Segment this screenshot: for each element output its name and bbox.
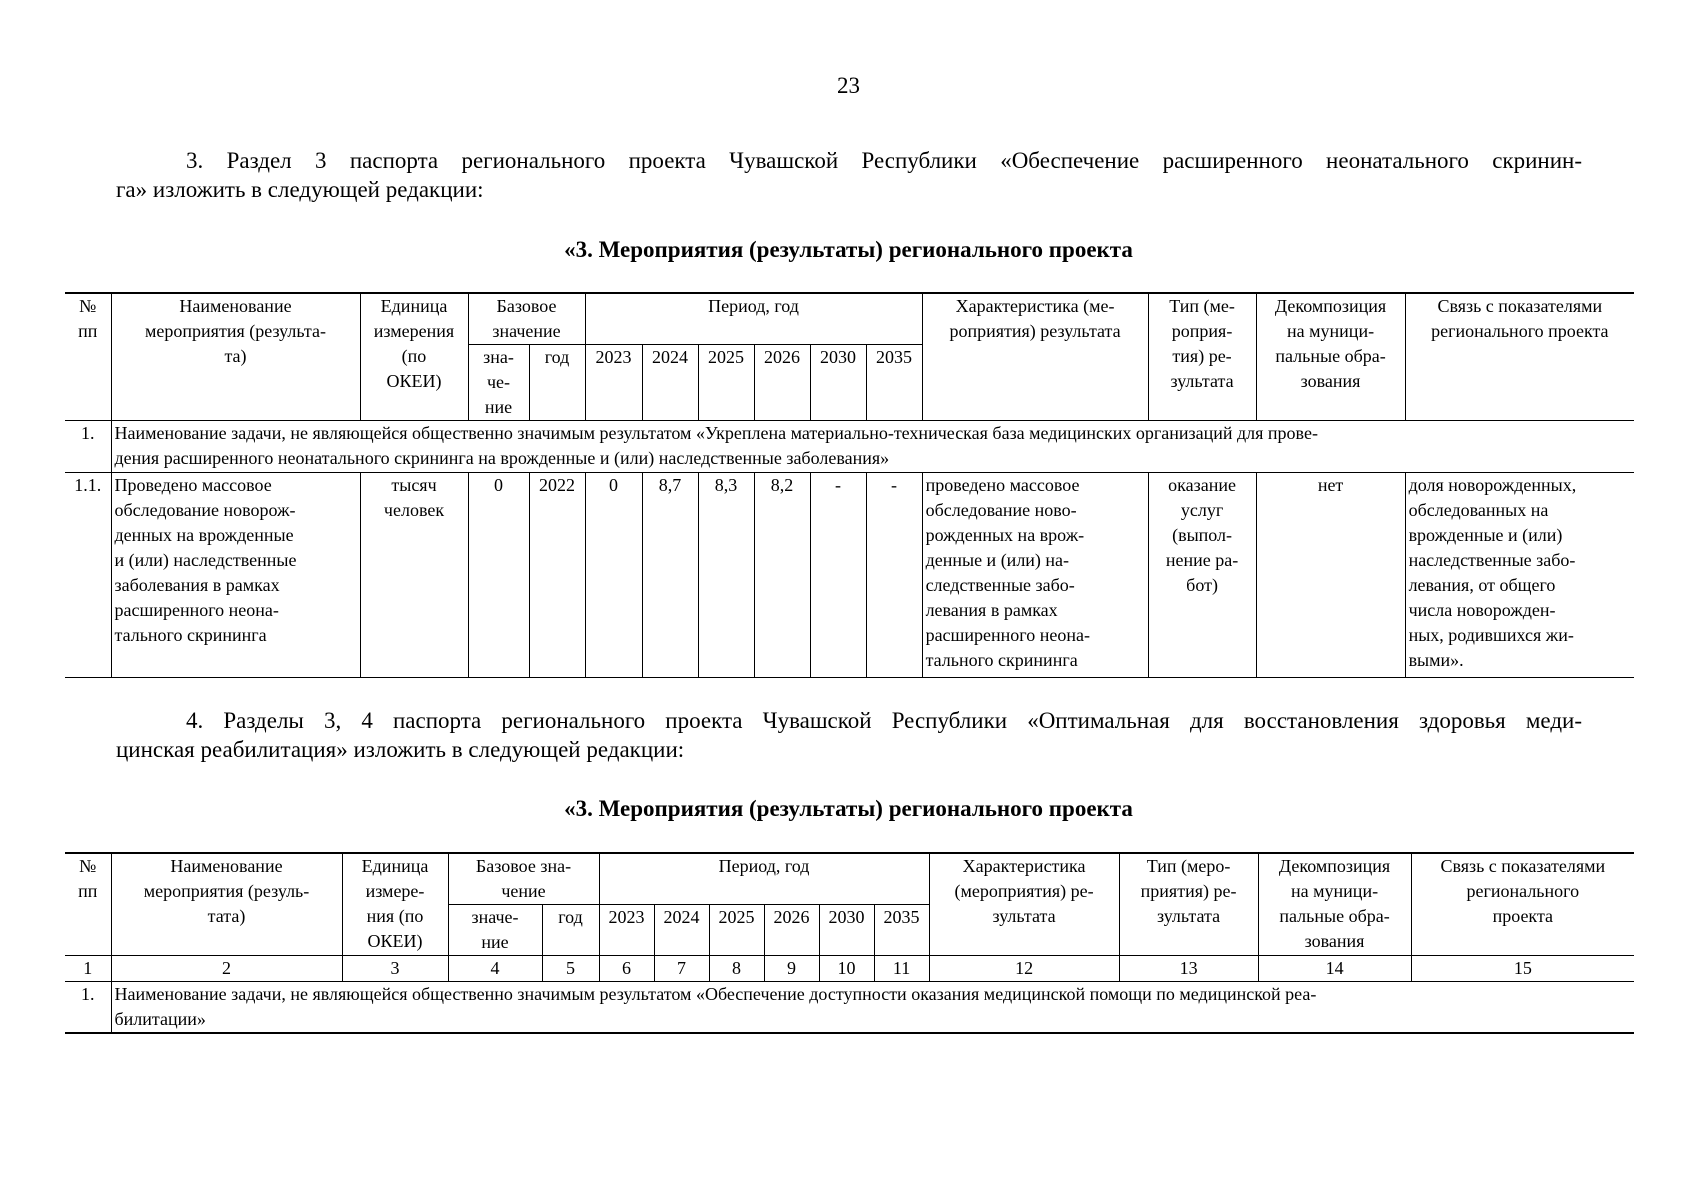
column-number-row (65, 956, 1634, 982)
column-number: 11 (874, 956, 929, 982)
header-name: Наименование мероприятия (резуль- тата) (111, 853, 342, 956)
column-number: 8 (709, 956, 764, 982)
task-text: Наименование задачи, не являющейся общественно значимым результатом «Укреплена материально-техническая база медицинских организаций для прове- дения расширенного неонатального скрининга на врожденные и (или) наследственные заболевания» (111, 421, 1634, 473)
header-number: № пп (65, 293, 111, 421)
column-number: 10 (819, 956, 874, 982)
header-year: 2024 (642, 345, 698, 421)
header-period: Период, год (599, 853, 929, 905)
header-year: 2023 (599, 905, 654, 956)
column-number: 7 (654, 956, 709, 982)
header-base: Базовое значение (468, 293, 585, 345)
header-base-year: год (529, 345, 585, 421)
column-number: 15 (1411, 956, 1634, 982)
events-table-1 (65, 292, 1634, 678)
row-name: Проведено массовое обследование новорож- денных на врожденные и (или) наследственные заболевания в рамках расширенного неона- тального скрининга (111, 473, 360, 678)
header-year: 2035 (866, 345, 922, 421)
table-row (65, 473, 1634, 678)
page-number: 23 (837, 73, 860, 98)
column-number: 13 (1119, 956, 1258, 982)
events-table-2 (65, 852, 1634, 1034)
column-number: 5 (542, 956, 599, 982)
header-year: 2025 (698, 345, 754, 421)
row-base-value: 0 (468, 473, 529, 678)
row-unit: тысяч человек (360, 473, 468, 678)
task-number: 1. (65, 421, 111, 473)
header-base-value: зна- че- ние (468, 345, 529, 421)
row-value: 8,7 (642, 473, 698, 678)
paragraph-line: цинская реабилитация» изложить в следующей редакции: (116, 737, 685, 762)
header-link: Связь с показателями регионального проекта (1405, 293, 1634, 421)
column-number: 12 (929, 956, 1119, 982)
header-year: 2025 (709, 905, 764, 956)
row-characteristic: проведено массовое обследование ново- рожденных на врож- денные и (или) на- следственные забо- левания в рамках расширенного неона- тального скрининга (922, 473, 1148, 678)
column-number: 2 (111, 956, 342, 982)
header-characteristic: Характеристика (мероприятия) ре- зультата (929, 853, 1119, 956)
row-value: - (810, 473, 866, 678)
column-number: 1 (65, 956, 111, 982)
task-number: 1. (65, 982, 111, 1034)
row-value: 8,3 (698, 473, 754, 678)
paragraph-line: 4. Разделы 3, 4 паспорта регионального проекта Чувашской Республики «Оптимальная для восстановления здоровья меди- (186, 708, 1582, 733)
header-base-value: значе- ние (448, 905, 542, 956)
row-type: оказание услуг (выпол- нение ра- бот) (1148, 473, 1256, 678)
paragraph-4 (116, 706, 1582, 764)
row-number: 1.1. (65, 473, 111, 678)
header-year: 2026 (764, 905, 819, 956)
header-base-year: год (542, 905, 599, 956)
header-year: 2024 (654, 905, 709, 956)
row-link: доля новорожденных, обследованных на врожденные и (или) наследственные забо- левания, от общего числа новорожден- ных, родившихся жи- выми». (1405, 473, 1634, 678)
header-period: Период, год (585, 293, 922, 345)
column-number: 6 (599, 956, 654, 982)
section-title: «3. Мероприятия (результаты) регионального проекта (564, 237, 1133, 262)
header-decomposition: Декомпозиция на муници- пальные обра- зования (1256, 293, 1405, 421)
header-year: 2030 (810, 345, 866, 421)
row-value: - (866, 473, 922, 678)
header-link: Связь с показателями регионального проекта (1411, 853, 1634, 956)
paragraph-3 (116, 146, 1582, 204)
header-decomposition: Декомпозиция на муници- пальные обра- зования (1258, 853, 1411, 956)
task-text: Наименование задачи, не являющейся общественно значимым результатом «Обеспечение доступности оказания медицинской помощи по медицинской реа- билитации» (111, 982, 1634, 1034)
header-year: 2030 (819, 905, 874, 956)
paragraph-line: 3. Раздел 3 паспорта регионального проекта Чувашской Республики «Обеспечение расширенного неонатального скринин- (186, 148, 1582, 173)
header-number: № пп (65, 853, 111, 956)
header-year: 2026 (754, 345, 810, 421)
header-type: Тип (ме- роприя- тия) ре- зультата (1148, 293, 1256, 421)
header-characteristic: Характеристика (ме- роприятия) результата (922, 293, 1148, 421)
header-year: 2023 (585, 345, 642, 421)
header-name: Наименование мероприятия (результа- та) (111, 293, 360, 421)
row-value: 8,2 (754, 473, 810, 678)
header-base: Базовое зна- чение (448, 853, 599, 905)
table-row (65, 421, 1634, 473)
row-decomposition: нет (1256, 473, 1405, 678)
header-year: 2035 (874, 905, 929, 956)
row-value: 0 (585, 473, 642, 678)
header-unit: Единица измерения (по ОКЕИ) (360, 293, 468, 421)
column-number: 9 (764, 956, 819, 982)
header-type: Тип (меро- приятия) ре- зультата (1119, 853, 1258, 956)
column-number: 3 (342, 956, 448, 982)
section-title: «3. Мероприятия (результаты) регионального проекта (564, 796, 1133, 821)
table-row (65, 982, 1634, 1034)
column-number: 14 (1258, 956, 1411, 982)
header-unit: Единица измере- ния (по ОКЕИ) (342, 853, 448, 956)
paragraph-line: га» изложить в следующей редакции: (116, 177, 484, 202)
column-number: 4 (448, 956, 542, 982)
row-base-year: 2022 (529, 473, 585, 678)
